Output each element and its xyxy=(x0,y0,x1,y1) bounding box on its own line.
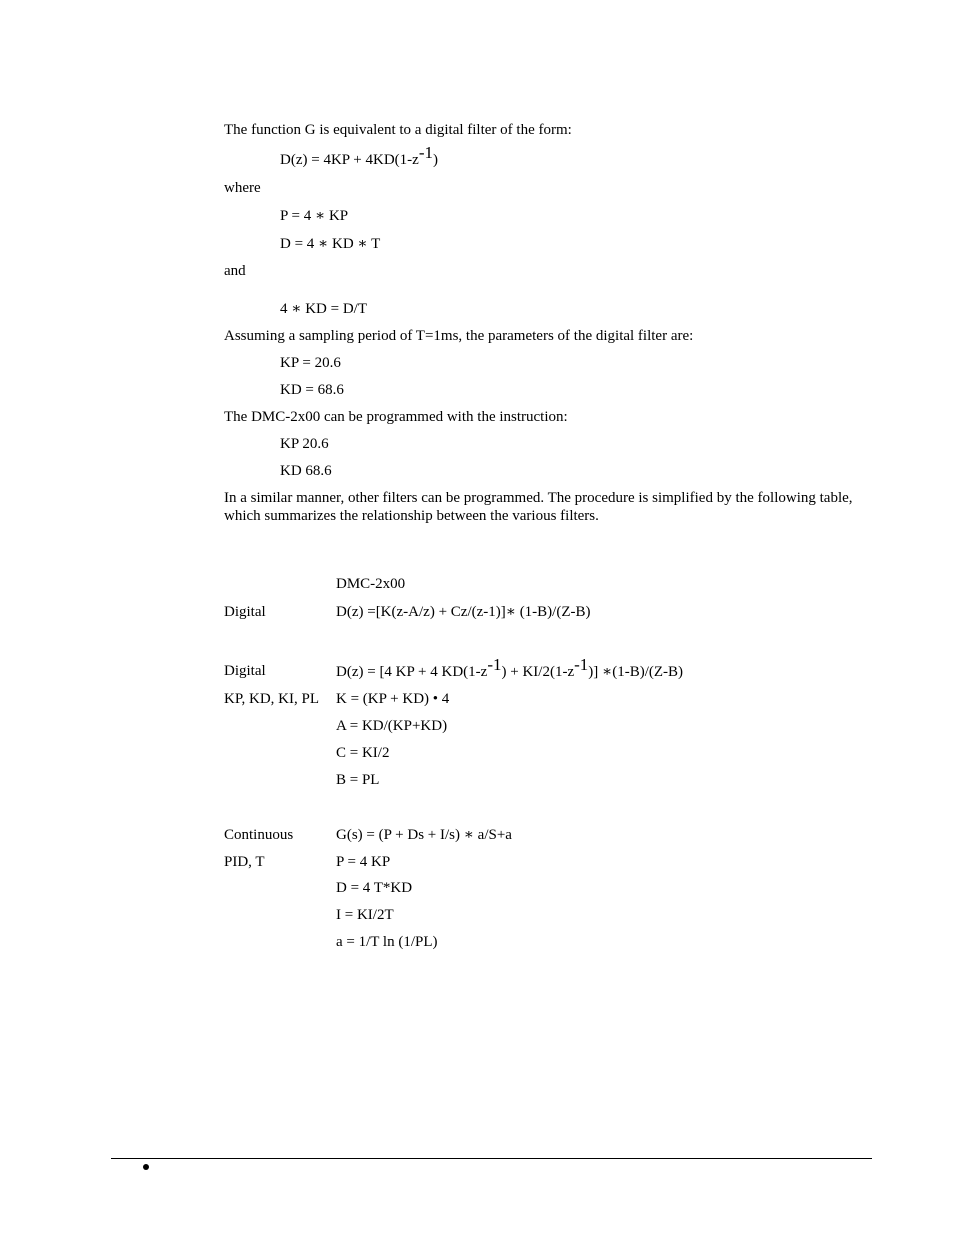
summary-paragraph: In a similar manner, other filters can be programmed. The procedure is simplified by the following table, which summarizes the relationship between the various filters. xyxy=(224,490,853,524)
row2-c: C = KI/2 xyxy=(336,745,390,761)
equation-p: P = 4 ∗ KP xyxy=(280,208,349,224)
footer-bullet-icon xyxy=(143,1164,149,1170)
equation-dz xyxy=(280,143,439,169)
row2-b: B = PL xyxy=(336,772,380,788)
row2-superscript-2: -1 xyxy=(574,655,589,674)
equation-dz-superscript: -1 xyxy=(418,143,434,162)
row3-equation: G(s) = (P + Ds + I/s) ∗ a/S+a xyxy=(336,827,512,843)
row2-a: A = KD/(KP+KD) xyxy=(336,718,448,734)
kp-value: KP = 20.6 xyxy=(280,355,341,371)
row2-superscript-1: -1 xyxy=(487,655,502,674)
and-label: and xyxy=(224,263,246,279)
where-label: where xyxy=(224,180,261,196)
command-kp: KP 20.6 xyxy=(280,436,329,452)
row1-equation: D(z) =[K(z-A/z) + Cz/(z-1)]∗ (1-B)/(Z-B) xyxy=(336,604,591,620)
table-header: DMC-2x00 xyxy=(336,576,406,592)
row2-label-params: KP, KD, KI, PL xyxy=(224,691,320,707)
row2-k: K = (KP + KD) • 4 xyxy=(336,691,450,707)
row3-d: D = 4 T*KD xyxy=(336,880,413,896)
row3-label-params: PID, T xyxy=(224,854,265,870)
equation-d: D = 4 ∗ KD ∗ T xyxy=(280,236,381,252)
command-kd: KD 68.6 xyxy=(280,463,332,479)
equation-dz-tail: ) xyxy=(433,152,439,168)
equation-dz-main: D(z) = 4KP + 4KD(1-z xyxy=(280,152,419,168)
row3-a: a = 1/T ln (1/PL) xyxy=(336,934,438,950)
row2-equation-a: D(z) = [4 KP + 4 KD(1-z xyxy=(336,664,488,680)
row3-label: Continuous xyxy=(224,827,294,843)
row2-equation xyxy=(336,655,684,681)
row3-p: P = 4 KP xyxy=(336,854,391,870)
row2-label: Digital xyxy=(224,663,266,679)
assumption-text: Assuming a sampling period of T=1ms, the parameters of the digital filter are: xyxy=(224,328,694,344)
row2-equation-b: ) + KI/2(1-z xyxy=(501,664,575,680)
row2-equation-c: )] ∗(1-B)/(Z-B) xyxy=(588,664,684,680)
intro-text: The function G is equivalent to a digital filter of the form: xyxy=(224,122,572,138)
row1-label: Digital xyxy=(224,604,266,620)
equation-kd: 4 ∗ KD = D/T xyxy=(280,301,367,317)
kd-value: KD = 68.6 xyxy=(280,382,344,398)
program-text: The DMC-2x00 can be programmed with the instruction: xyxy=(224,409,568,425)
footer-rule xyxy=(111,1158,872,1159)
row3-i: I = KI/2T xyxy=(336,907,394,923)
